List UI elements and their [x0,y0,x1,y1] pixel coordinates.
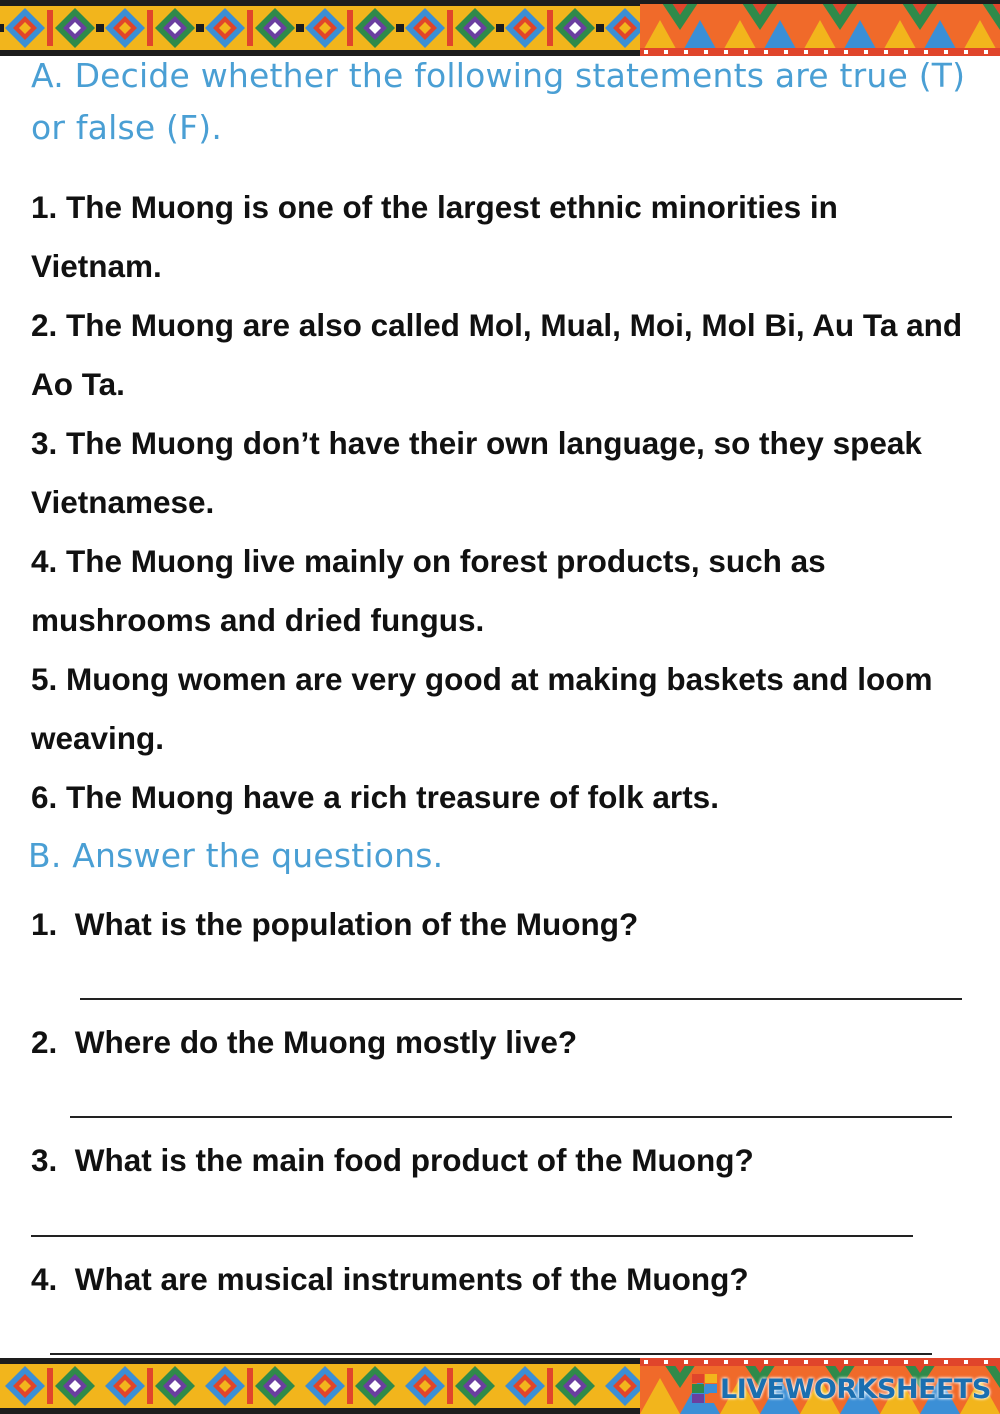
statement-body: The Muong is one of the largest ethnic minorities in Vietnam. [31,189,838,284]
statement-number: 2. [31,307,58,343]
statements-list [31,178,976,827]
statement-number: 1. [31,189,58,225]
statement-number: 4. [31,543,58,579]
statement-text [31,650,976,768]
question-text: Where do the Muong mostly live? [74,1024,578,1060]
statement-body: The Muong live mainly on forest products, such as mushrooms and dried fungus. [31,543,826,638]
liveworksheets-logo[interactable] [692,1372,991,1406]
statement-text [31,178,976,296]
question-number: 3. [31,1142,58,1178]
statement-body: The Muong are also called Mol, Mual, Moi, Mol Bi, Au Ta and Ao Ta. [31,307,963,402]
logo-text: LIVEWORKSHEETS [720,1373,991,1405]
statement-number: 5. [31,661,58,697]
statement-text [31,414,976,532]
question-item [31,1013,976,1072]
question-item [31,1250,976,1309]
top-border-pattern [0,0,1000,56]
question-text: What is the main food product of the Muong? [74,1142,754,1178]
statement-item [31,768,976,827]
statement-item [31,532,976,650]
statement-item [31,414,976,532]
question-item [31,895,976,954]
logo-mark-icon [692,1374,718,1404]
answer-line-1[interactable] [80,998,962,1000]
statement-text [31,768,976,827]
statement-item [31,296,976,414]
answer-line-4[interactable] [50,1353,932,1355]
question-item [31,1131,976,1190]
statement-body: The Muong have a rich treasure of folk arts. [66,779,719,815]
section-b-heading: B. Answer the questions. [28,836,444,875]
question-text: What are musical instruments of the Muong? [74,1261,749,1297]
answer-line-2[interactable] [70,1116,952,1118]
statement-item [31,178,976,296]
statement-body: The Muong don’t have their own language, so they speak Vietnamese. [31,425,922,520]
question-number: 2. [31,1024,58,1060]
statement-number: 6. [31,779,58,815]
top-decorative-border [0,0,1000,56]
section-a-heading: A. Decide whether the following statements are true (T) or false (F). [31,56,966,147]
statement-body: Muong women are very good at making baskets and loom weaving. [31,661,933,756]
statement-text [31,532,976,650]
statement-text [31,296,976,414]
question-number: 1. [31,906,58,942]
question-number: 4. [31,1261,58,1297]
question-text: What is the population of the Muong? [74,906,639,942]
answer-line-3[interactable] [31,1235,913,1237]
statement-number: 3. [31,425,58,461]
statement-item [31,650,976,768]
